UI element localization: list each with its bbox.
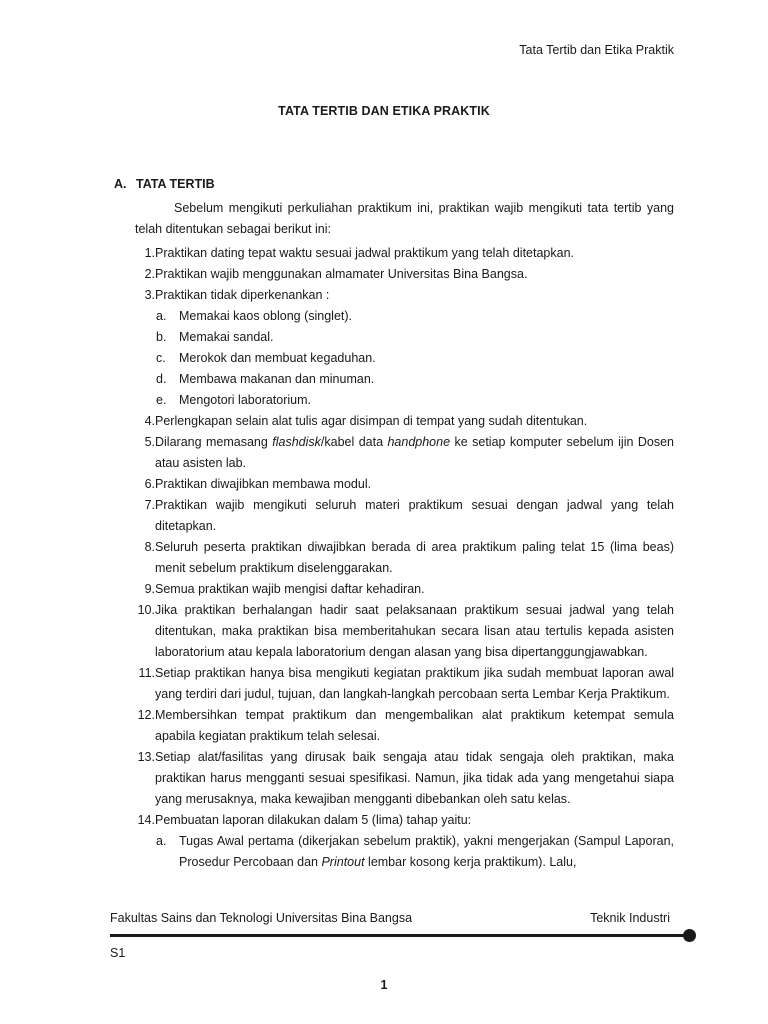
list-item [114,600,674,663]
item-text: Praktikan dating tepat waktu sesuai jadwal praktikum yang telah ditetapkan. [155,246,574,260]
section-letter: A. [114,177,127,191]
sub-list-item [114,390,674,411]
item-text: Membersihkan tempat praktikum dan mengembalikan alat praktikum ketempat semula apabila kegiatan praktikum telah selesai. [155,708,674,743]
item-text: Setiap alat/fasilitas yang dirusak baik sengaja atau tidak sengaja oleh praktikan, maka praktikan harus mengganti sesuai spesifikasi. Namun, jika tidak ada yang mengetahui siapa yang merusaknya, maka kewajiban mengganti dibebankan oleh satu kelas. [155,750,674,806]
section-heading [114,177,215,191]
sub-text: Mengotori laboratorium. [179,393,312,407]
item-number: 2. [144,267,155,281]
footer-rule [110,934,688,937]
item-text-italic: flashdisk [272,435,321,449]
sub-list-item [114,348,674,369]
item-number: 9. [144,582,155,596]
sub-text: Membawa makanan dan minuman. [179,372,375,386]
list-item [114,264,674,285]
running-header: Tata Tertib dan Etika Praktik [519,43,674,57]
item-number: 7. [144,498,155,512]
sub-letter: e. [156,393,167,407]
list-item [114,663,674,705]
item-text-part: Dilarang memasang [155,435,273,449]
sub-text: Merokok dan membuat kegaduhan. [179,351,376,365]
item-number: 11. [138,666,155,680]
section-title: TATA TERTIB [136,177,215,191]
item-number: 8. [144,540,155,554]
footer-rule-dot [683,929,696,942]
sub-letter: c. [156,351,166,365]
sub-list-item [114,369,674,390]
item-text-italic: handphone [387,435,451,449]
footer-institution: Fakultas Sains dan Teknologi Universitas Bina Bangsa [110,911,413,925]
item-text: Praktikan wajib menggunakan almamater Universitas Bina Bangsa. [155,267,528,281]
item-text: Seluruh peserta praktikan diwajibkan berada di area praktikum paling telat 15 (lima beas) menit sebelum praktikum diselenggarakan. [155,540,674,575]
sub-text-part: lembar kosong kerja praktikum). Lalu, [364,855,577,869]
item-text-part: /kabel data [320,435,388,449]
item-text: Praktikan wajib mengikuti seluruh materi praktikum sesuai dengan jadwal yang telah ditetapkan. [155,498,674,533]
sub-text [179,831,674,873]
list-item [114,495,674,537]
page-number: 1 [380,978,388,992]
sub-letter: a. [156,309,167,323]
item-text: Praktikan tidak diperkenankan : [155,288,330,302]
list-item [114,810,674,831]
rules-list [114,243,674,873]
item-text: Pembuatan laporan dilakukan dalam 5 (lima) tahap yaitu: [155,813,472,827]
sub-text: Memakai kaos oblong (singlet). [179,309,352,323]
item-number: 6. [144,477,155,491]
list-item [114,747,674,810]
list-item [114,579,674,600]
intro-text: Sebelum mengikuti perkuliahan praktikum ini, praktikan wajib mengikuti tata tertib yang telah ditentukan sebagai berikut ini: [135,201,674,236]
list-item [114,411,674,432]
item-number: 10. [137,603,155,617]
item-text: Praktikan diwajibkan membawa modul. [155,477,372,491]
sub-letter: a. [156,834,167,848]
intro-paragraph [135,198,674,240]
page-title: TATA TERTIB DAN ETIKA PRAKTIK [278,104,490,118]
sub-list-item [114,327,674,348]
item-number: 13. [137,750,155,764]
item-number: 5. [144,435,155,449]
item-number: 4. [144,414,155,428]
sub-letter: b. [156,330,167,344]
sub-text: Memakai sandal. [179,330,274,344]
item-text [155,432,674,474]
item-text-part: ke setiap komputer sebelum ijin Dosen atau asisten lab. [155,435,674,470]
item-text: Jika praktikan berhalangan hadir saat pelaksanaan praktikum sesuai jadwal yang telah ditentukan, maka praktikan bisa memberitahukan secara lisan atau tertulis kepada asisten laboratorium atau kepala laboratorium dengan alasan yang bisa dipertanggungjawabkan. [155,603,674,659]
item-number: 12. [137,708,155,722]
sub-list-item [114,831,674,873]
item-number: 1. [144,246,155,260]
sub-letter: d. [156,372,167,386]
sub-list-item [114,306,674,327]
footer-level: S1 [110,946,126,960]
item-text: Setiap praktikan hanya bisa mengikuti kegiatan praktikum jika sudah membuat laporan awal yang terdiri dari judul, tujuan, dan langkah-langkah percobaan serta Lembar Kerja Praktikum. [155,666,674,701]
sub-text-italic: Printout [321,855,365,869]
item-text: Semua praktikan wajib mengisi daftar kehadiran. [155,582,425,596]
footer-program: Teknik Industri [590,911,670,925]
sub-text-part: Tugas Awal pertama (dikerjakan sebelum praktik), yakni mengerjakan (Sampul Laporan, Prosedur Percobaan dan [179,834,674,869]
list-item [114,285,674,306]
list-item [114,243,674,264]
list-item [114,474,674,495]
list-item [114,537,674,579]
item-number: 14. [137,813,155,827]
list-item [114,705,674,747]
item-text: Perlengkapan selain alat tulis agar disimpan di tempat yang sudah ditentukan. [155,414,588,428]
item-number: 3. [144,288,155,302]
list-item [114,432,674,474]
